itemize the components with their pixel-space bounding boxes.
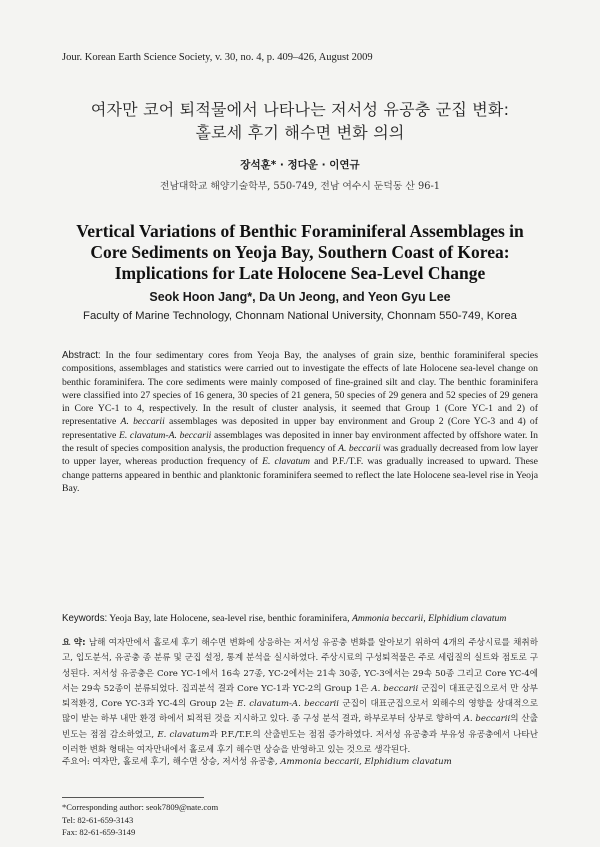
journal-reference: Jour. Korean Earth Science Society, v. 30, no. 4, p. 409–426, August 2009 [62, 52, 373, 63]
korean-authors: 장석훈* · 정다운 · 이연규 [240, 159, 360, 171]
abstract-species-3: A. beccarii [338, 443, 381, 455]
korean-abstract [62, 636, 538, 758]
abstract-text-5: and P.F./T.F. was gradually increased to upward. These change patterns appeared in benthic and planktonic foraminifera seemed to reflect the late Holocene sea-level rise in Yeoja Bay. [62, 456, 538, 494]
footnotes [62, 801, 382, 839]
korean-abstract-species-1: A. beccarii [371, 683, 419, 694]
korean-keywords [62, 756, 538, 769]
keywords-label: Keywords: [62, 613, 108, 624]
keywords-species: Ammonia beccarii, Elphidium clavatum [351, 613, 507, 624]
abstract-label: Abstract: [62, 350, 101, 361]
english-keywords [62, 612, 538, 625]
korean-abstract-species-3: A. beccarii [463, 714, 511, 725]
abstract-text-3: assemblages was deposited in inner bay environment affected by offshore water. In the result of species composition analysis, the production frequency of [62, 429, 539, 455]
korean-keywords-species: Ammonia beccarii, Elphidium clavatum [280, 757, 452, 767]
keywords-text: Yeoja Bay, late Holocene, sea-level rise, benthic foraminifera, [107, 613, 352, 624]
korean-abstract-text-5: 과 P.F./T.F.의 산출빈도는 점점 증가하였다. 저서성 유공충과 부유성 유공충에서 나타난 이러한 변화 형태는 여자만내에서 홀로세 후기 해수면 상승을 반영하고 있는 것으로 생각된다. [62, 729, 538, 756]
fax: Fax: 82-61-659-3149 [62, 827, 136, 838]
corresponding-author: *Corresponding author: seok7809@nate.com [62, 802, 219, 812]
english-affiliation: Faculty of Marine Technology, Chonnam National University, Chonnam 550-749, Korea [83, 310, 517, 322]
english-title-line-2: Core Sediments on Yeoja Bay, Southern Coast of Korea: [90, 242, 510, 262]
abstract-species-4: E. clavatum [262, 456, 311, 468]
abstract-text-2: assemblages was deposited in upper bay environment and Group 2 (Core YC-3 and 4) of representative [62, 416, 538, 441]
korean-abstract-species-4: E. clavatum [157, 729, 210, 740]
korean-title-line-1: 여자만 코어 퇴적물에서 나타나는 저서성 유공충 군집 변화: [90, 100, 510, 119]
footnote-divider [62, 797, 204, 798]
korean-abstract-label: 요 약: [62, 638, 86, 648]
english-title-line-1: Vertical Variations of Benthic Foraminiferal Assemblages in [76, 221, 524, 241]
abstract-text-1: In the four sedimentary cores from Yeoja Bay, the analyses of grain size, benthic foraminiferal species compositions, assemblages and statistics were carried out to investigate the effects of late Holocene sea-level change on benthic foraminifera. The core sediments were mainly composed of fine-grained silt and clay. The benthic foraminifera were classified into 27 species of 16 genera, 30 species of 21 genera, 50 species of 29 genera and 52 species of 29 genera in Core YC-1 to 4, respectively. In the result of cluster analysis, it seemed that Group 1 (Core YC-1 and 2) of representative [62, 350, 538, 428]
abstract-species-2: E. clavatum-A. beccarii [118, 429, 212, 441]
korean-affiliation: 전남대학교 해양기술학부, 550-749, 전남 여수시 둔덕동 산 96-1 [159, 181, 441, 192]
korean-abstract-text-4: 의 산출빈도는 점점 감소하였고, [62, 714, 538, 740]
telephone: Tel: 82-61-659-3143 [62, 814, 134, 825]
korean-abstract-text-2: 군집이 대표군집으로서 만 상부 퇴적환경, Core YC-3과 YC-4의 Group 2는 [62, 683, 538, 710]
korean-abstract-text-3: 군집이 대표군집으로서 외해수의 영향을 상대적으로 많이 받는 하부 내만 환경 하에서 퇴적된 것을 지시하고 있다. 종 구성 분석 결과, 하부로부터 상부로 향하여 [62, 699, 539, 725]
korean-keywords-text: 여자만, 홀로세 후기, 해수면 상승, 저서성 유공충, [89, 757, 281, 767]
korean-title-line-2: 홀로세 후기 해수면 변화 의의 [195, 123, 405, 142]
abstract-species-1: A. beccarii [120, 416, 165, 428]
korean-keywords-label: 주요어: [62, 757, 90, 767]
korean-abstract-species-2: E. clavatum-A. beccarii [236, 699, 340, 710]
abstract-text-4: was gradually decreased from low layer to upper layer, whereas production frequency of [62, 443, 538, 468]
english-authors: Seok Hoon Jang*, Da Un Jeong, and Yeon Gyu Lee [149, 290, 451, 304]
korean-abstract-text-1: 남해 여자만에서 홀로세 후기 해수면 변화에 상응하는 저서성 유공충 변화를 알아보기 위하여 4개의 주상시료를 채취하고, 입도분석, 유공충 종 분류 및 군집 설정, 통계 분석을 실시하였다. 주상시료의 구성퇴적물은 주로 세립질의 실트와 점토로 구성된다. 저서성 유공충은 Core YC-1에서 16속 27종, YC-2에서는 21속 30종, YC-3에서는 29속 50종 그리고 Core YC-4에서는 29속 52종이 분류되었다. 집괴분석 결과 Core YC-1과 YC-2의 Group 1은 [62, 638, 538, 694]
english-abstract [62, 349, 538, 495]
english-title-line-3: Implications for Late Holocene Sea-Level Change [114, 263, 486, 283]
